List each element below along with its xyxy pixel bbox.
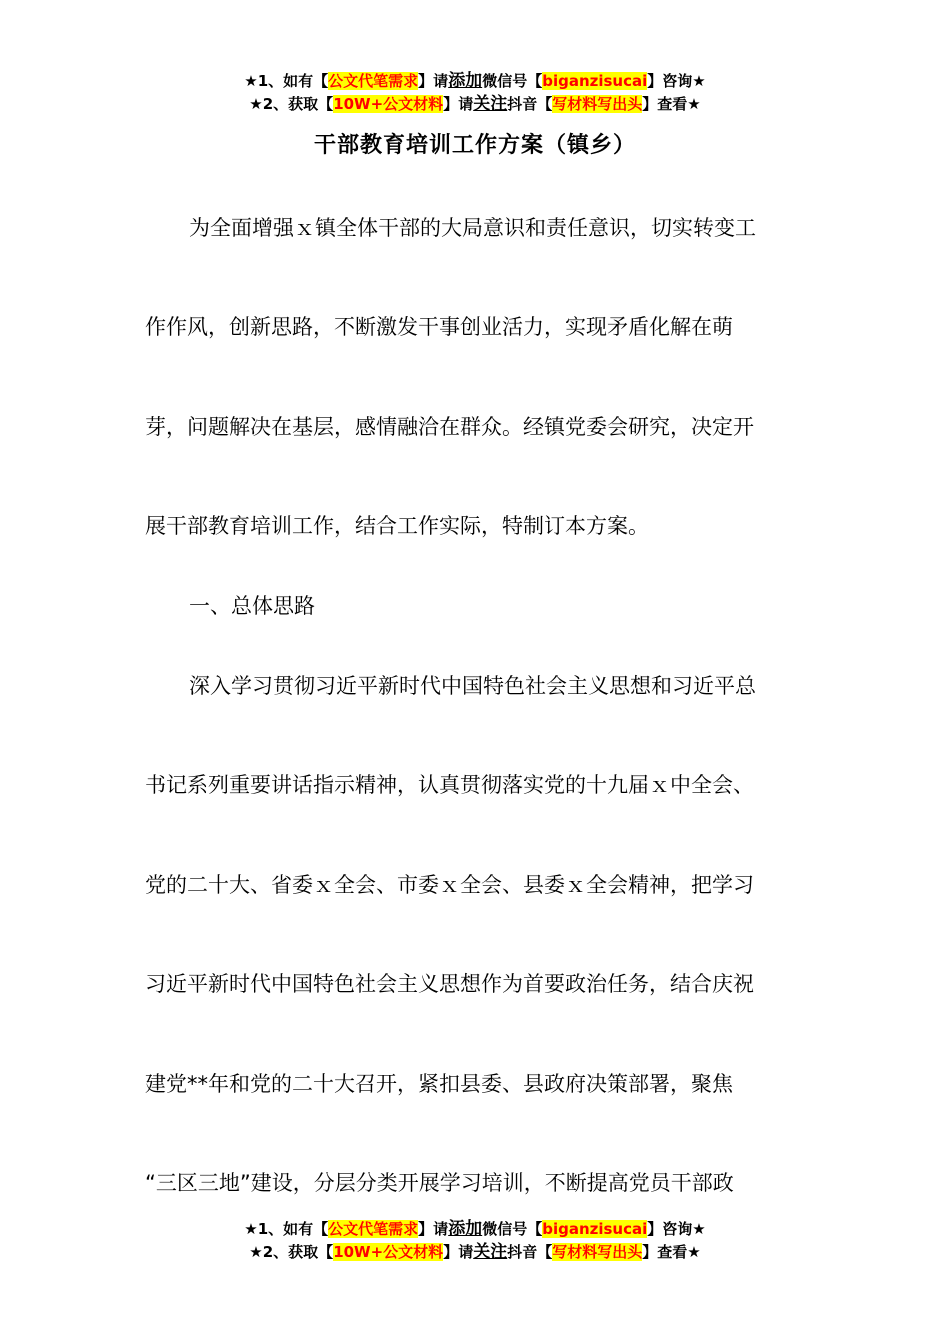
promo-highlight: 公文代笔需求 xyxy=(328,72,419,90)
promo-text: ★1、如有【 xyxy=(244,72,329,90)
body-line: 为全面增强ｘ镇全体干部的大局意识和责任意识，切实转变工 xyxy=(189,216,756,240)
promo-line-2 xyxy=(0,1241,950,1264)
promo-text: 】请 xyxy=(418,72,449,90)
document-title: 干部教育培训工作方案（镇乡） xyxy=(313,133,636,158)
promo-emphasis: 关注 xyxy=(473,94,508,114)
promo-highlight: biganzisucai xyxy=(542,72,648,90)
promo-text: 】请 xyxy=(443,95,474,113)
promo-highlight: biganzisucai xyxy=(542,1220,648,1238)
promo-text: 】请 xyxy=(418,1220,449,1238)
promo-emphasis: 添加 xyxy=(448,1219,483,1239)
body-line: 建党**年和党的二十大召开，紧扣县委、县政府决策部署，聚焦 xyxy=(145,1072,733,1096)
promo-text: ★2、获取【 xyxy=(249,1243,334,1261)
body-line: 作作风，创新思路，不断激发干事创业活力，实现矛盾化解在萌 xyxy=(145,315,733,339)
promo-highlight: 写材料写出头 xyxy=(552,1243,643,1261)
body-line: 深入学习贯彻习近平新时代中国特色社会主义思想和习近平总 xyxy=(189,674,756,698)
promo-text: 】查看★ xyxy=(642,95,701,113)
body-line: 书记系列重要讲话指示精神，认真贯彻落实党的十九届ｘ中全会、 xyxy=(145,773,754,797)
promo-emphasis: 添加 xyxy=(448,71,483,91)
promo-line-1 xyxy=(0,70,950,93)
promo-highlight: 公文代笔需求 xyxy=(328,1220,419,1238)
promo-text: 抖音【 xyxy=(507,95,553,113)
top-promo-banner xyxy=(0,70,950,116)
promo-highlight: 10W+公文材料 xyxy=(333,95,444,113)
promo-highlight: 写材料写出头 xyxy=(552,95,643,113)
body-line: 党的二十大、省委ｘ全会、市委ｘ全会、县委ｘ全会精神，把学习 xyxy=(145,873,754,897)
promo-text: 】请 xyxy=(443,1243,474,1261)
body-line: “三区三地”建设，分层分类开展学习培训，不断提高党员干部政 xyxy=(145,1171,734,1195)
promo-text: 微信号【 xyxy=(482,72,543,90)
promo-text: ★2、获取【 xyxy=(249,95,334,113)
promo-line-1 xyxy=(0,1218,950,1241)
promo-emphasis: 关注 xyxy=(473,1242,508,1262)
promo-text: 】查看★ xyxy=(642,1243,701,1261)
body-line: 展干部教育培训工作，结合工作实际，特制订本方案。 xyxy=(145,514,649,538)
promo-text: 微信号【 xyxy=(482,1220,543,1238)
section-heading: 一、总体思路 xyxy=(189,594,315,618)
promo-line-2 xyxy=(0,93,950,116)
promo-text: 抖音【 xyxy=(507,1243,553,1261)
promo-text: 】咨询★ xyxy=(647,72,706,90)
promo-highlight: 10W+公文材料 xyxy=(333,1243,444,1261)
body-line: 芽，问题解决在基层，感情融洽在群众。经镇党委会研究，决定开 xyxy=(145,415,754,439)
bottom-promo-banner xyxy=(0,1218,950,1264)
promo-text: 】咨询★ xyxy=(647,1220,706,1238)
promo-text: ★1、如有【 xyxy=(244,1220,329,1238)
body-line: 习近平新时代中国特色社会主义思想作为首要政治任务，结合庆祝 xyxy=(145,972,754,996)
